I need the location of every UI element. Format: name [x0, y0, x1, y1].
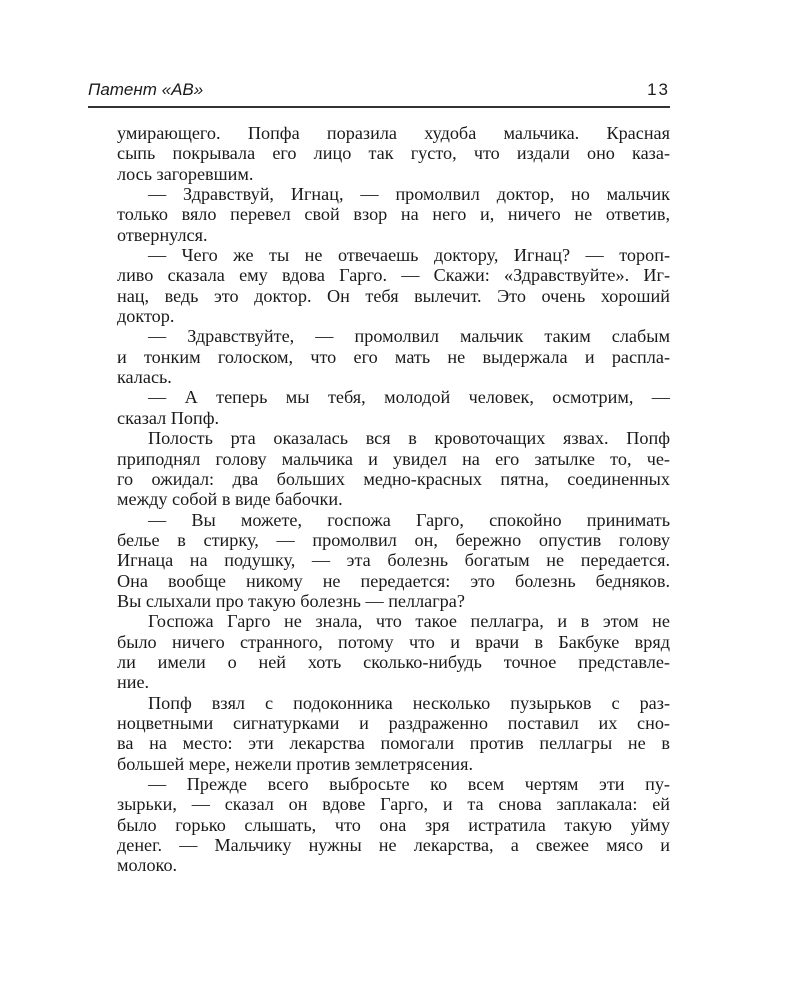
- text-line: — Чего же ты не отвечаешь доктору, Игнац? — тороп-: [148, 245, 670, 266]
- page-header: [88, 78, 670, 108]
- running-title: Патент «АВ»: [88, 80, 204, 99]
- text-line: — А теперь мы тебя, молодой человек, осмотрим, —: [148, 387, 670, 408]
- text-line: Вы слыхали про такую болезнь — пеллагра?: [117, 590, 465, 611]
- text-line: между собой в виде бабочки.: [117, 489, 343, 510]
- text-line: и тонким голоском, что его мать не выдержала и распла-: [117, 346, 670, 367]
- text-line: Она вообще никому не передается: это болезнь бедняков.: [117, 570, 670, 591]
- text-line: нац, ведь это доктор. Он тебя вылечит. Это очень хороший: [117, 285, 670, 306]
- text-line: только вяло перевел свой взор на него и, ничего не ответив,: [117, 204, 670, 225]
- text-line: калась.: [117, 367, 172, 388]
- text-line: ливо сказала ему вдова Гарго. — Скажи: «Здравствуйте». Иг-: [117, 265, 670, 286]
- text-line: умирающего. Попфа поразила худоба мальчика. Красная: [117, 123, 670, 143]
- text-line: — Здравствуй, Игнац, — промолвил доктор, но мальчик: [148, 184, 670, 205]
- text-line: го ожидал: два больших медно-красных пятна, соединенных: [117, 468, 670, 489]
- text-line: молоко.: [117, 855, 178, 876]
- text-line: — Прежде всего выбросьте ко всем чертям эти пу-: [148, 774, 670, 794]
- body-text: [117, 123, 670, 876]
- text-line: — Вы можете, госпожа Гарго, спокойно принимать: [148, 509, 670, 530]
- text-line: ние.: [117, 672, 150, 693]
- text-line: белье в стирку, — промолвил он, бережно опустив голову: [117, 529, 670, 550]
- text-line: Попф взял с подоконника несколько пузырьков с раз-: [148, 692, 670, 713]
- text-line: зырьки, — сказал он вдове Гарго, и та снова заплакала: ей: [117, 794, 670, 815]
- text-line: сказал Попф.: [117, 407, 220, 428]
- text-line: было горько слышать, что она зря истратила такую уйму: [117, 814, 670, 835]
- text-line: приподнял голову мальчика и увидел на его затылке то, че-: [117, 448, 670, 469]
- text-line: ноцветными сигнатурками и раздраженно поставил их сно-: [117, 712, 670, 733]
- text-line: большей мере, нежели против землетрясения.: [117, 753, 474, 774]
- text-line: отвернулся.: [117, 224, 208, 245]
- text-line: сыпь покрывала его лицо так густо, что издали оно каза-: [117, 143, 670, 164]
- text-line: денег. — Мальчику нужны не лекарства, а свежее мясо и: [117, 835, 670, 856]
- text-line: доктор.: [117, 306, 175, 327]
- text-line: — Здравствуйте, — промолвил мальчик таким слабым: [148, 326, 670, 347]
- text-line: ва на место: эти лекарства помогали против пеллагры не в: [117, 733, 670, 754]
- text-line: Игнаца на подушку, — эта болезнь богатым не передается.: [117, 550, 670, 571]
- text-line: Полость рта оказалась вся в кровоточащих язвах. Попф: [148, 428, 670, 449]
- text-line: ли имели о ней хоть сколько-нибудь точное представле-: [117, 651, 670, 672]
- page-number: 13: [647, 80, 670, 99]
- text-line: было ничего странного, потому что и врачи в Бакбуке вряд: [117, 631, 670, 652]
- text-line: лось загоревшим.: [117, 163, 254, 184]
- text-line: Госпожа Гарго не знала, что такое пеллагра, и в этом не: [148, 611, 670, 632]
